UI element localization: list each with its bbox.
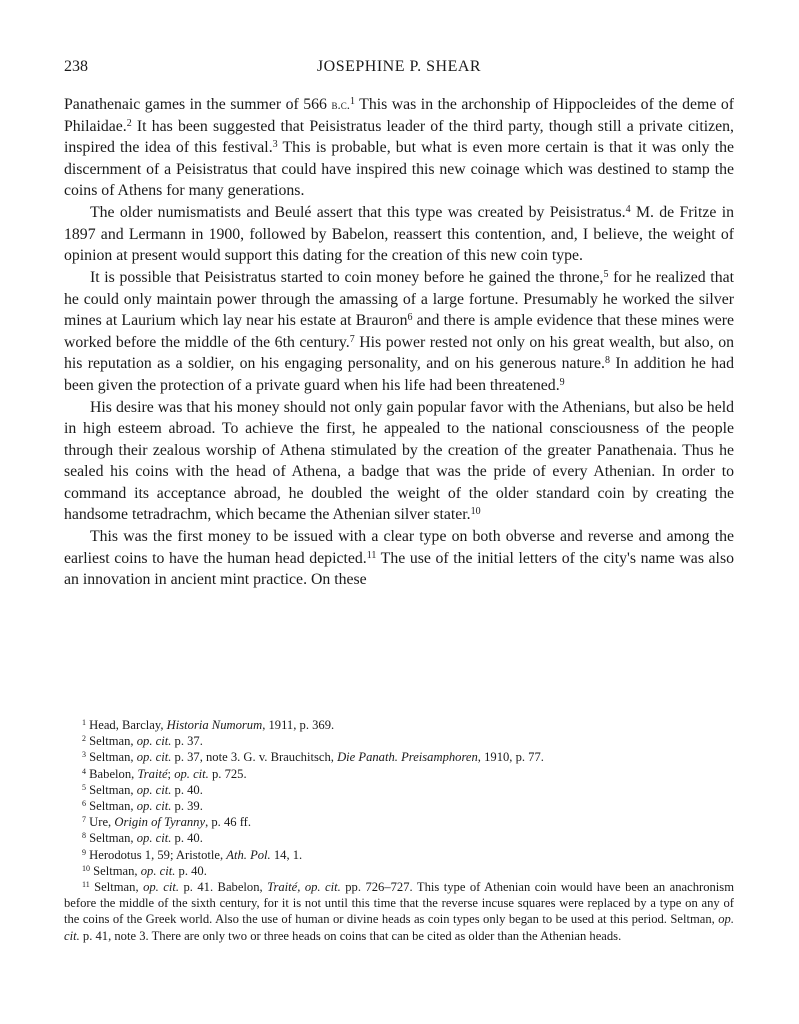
footnote — [64, 798, 734, 814]
italic-text: op. cit. — [136, 750, 172, 765]
footnote — [64, 814, 734, 830]
abbreviation: b.c. — [331, 97, 350, 112]
footnote — [64, 733, 734, 749]
text-run: Seltman, — [89, 831, 137, 846]
italic-text: Die Panath. Preisamphoren — [337, 750, 478, 765]
footnotes — [64, 717, 734, 944]
text-run: ; — [167, 766, 175, 781]
footnote-ref: 6 — [407, 312, 413, 323]
paragraph — [64, 397, 734, 526]
footnote-number: 7 — [82, 815, 86, 825]
footnote-number: 9 — [82, 847, 86, 857]
paragraph — [64, 94, 734, 202]
footnote — [64, 863, 734, 879]
footnote-ref: 8 — [605, 355, 611, 366]
text-run: In addition he had been given the protection of a private guard when his life had been threatened. — [64, 355, 734, 394]
italic-text: op. cit. — [136, 799, 172, 814]
text-run: His desire was that his money should not only gain popular favor with the Athenians, but also be held in high esteem abroad. To achieve the first, he appealed to the national consciousness of the people through their zealous worship of Athena stimulated by the creation of the greater Panathenaia. Thus he sealed his coins with the head of Athena, a badge that was the pride of every Athenian. In order to command its acceptance abroad, he doubled the weight of the older standard coin by creating the handsome tetradrachm, which became the Athenian silver stater. — [64, 398, 734, 523]
text-run: p. 725. — [208, 766, 247, 781]
footnote — [64, 830, 734, 846]
page-header — [64, 58, 734, 82]
text-run: p. 41, note 3. There are only two or three heads on coins that can be cited as older than the Athenian heads. — [79, 928, 622, 943]
footnote-ref: 2 — [126, 117, 132, 129]
text-run: M. de Fritze in 1897 and Lermann in 1900, followed by Babelon, reassert this contention, and, I believe, the weight of opinion at present would support this dating for the creation of this new coin type. — [64, 204, 734, 264]
text-run: and there is ample evidence that these mines were worked before the middle of the 6th century. — [64, 312, 734, 351]
text-run: The use of the initial letters of the city's name was also an innovation in ancient mint practice. On these — [64, 549, 734, 588]
footnote — [64, 879, 734, 944]
text-run: This is probable, but what is even more certain is that it was only the discernment of a Peisistratus that could have inspired this new coinage which was destined to stamp the coins of Athens for many generations. — [64, 139, 734, 199]
text-run: It has been suggested that Peisistratus leader of the third party, though still a private citizen, inspired the idea of this festival. — [64, 117, 734, 156]
italic-text: Ath. Pol. — [226, 847, 271, 862]
text-run: Seltman, — [89, 734, 137, 749]
text-run: p. 39. — [171, 799, 203, 814]
footnote-ref: 5 — [603, 269, 609, 280]
italic-text: op. cit. — [143, 880, 179, 895]
footnote — [64, 847, 734, 863]
text-run: Head, Barclay, — [89, 718, 167, 732]
text-run: 14, 1. — [270, 847, 303, 862]
footnote-ref: 9 — [559, 376, 565, 388]
footnote — [64, 766, 734, 782]
text-run: Seltman, — [89, 799, 137, 814]
footnote-number: 5 — [82, 782, 86, 792]
text-run: p. 41. Babelon, — [179, 880, 268, 895]
footnote-ref: 11 — [366, 549, 377, 561]
italic-text: Traité — [137, 766, 168, 781]
text-run: p. 40. — [171, 831, 203, 846]
text-run: Seltman, — [89, 750, 137, 765]
footnote-number: 11 — [82, 880, 90, 890]
body-text — [64, 94, 734, 591]
text-run: , 1910, p. 77. — [477, 750, 544, 765]
text-run: Seltman, — [93, 863, 141, 878]
paragraph — [64, 267, 734, 396]
text-run: Panathenaic games in the summer of 566 — [64, 96, 332, 113]
text-run: Seltman, — [89, 782, 137, 797]
footnote-ref: 1 — [349, 96, 355, 107]
footnote-number: 2 — [82, 734, 86, 744]
text-run: It is possible that Peisistratus started to coin money before he gained the throne, — [90, 269, 604, 286]
italic-text: op. cit. — [136, 782, 172, 797]
italic-text: op. cit. — [140, 863, 176, 878]
italic-text: Origin of Tyranny — [114, 815, 206, 830]
footnote-number: 6 — [82, 799, 86, 809]
text-run: p. 40. — [175, 863, 207, 878]
footnote-number: 8 — [82, 831, 86, 841]
text-run: for he realized that he could only maintain power through the amassing of a large fortune. Presumably he worked the silver mines at Laurium which lay near his estate at Brauron — [64, 269, 734, 329]
text-run: p. 37. — [171, 734, 203, 749]
footnote-ref: 10 — [470, 506, 481, 517]
italic-text: Historia Numorum — [166, 718, 263, 732]
italic-text: op. cit. — [136, 734, 172, 749]
footnote — [64, 717, 734, 733]
text-run: Herodotus 1, 59; Aristotle, — [89, 847, 227, 862]
page-number: 238 — [64, 58, 88, 75]
footnote-ref: 3 — [272, 139, 278, 150]
italic-text: op. cit. — [136, 831, 172, 846]
footnote-number: 4 — [82, 766, 86, 776]
footnote-ref: 7 — [349, 333, 355, 345]
text-run: Babelon, — [89, 766, 138, 781]
text-run: , 1911, p. 369. — [262, 718, 335, 732]
running-head: JOSEPHINE P. SHEAR — [316, 58, 482, 75]
text-run: Ure, — [89, 815, 115, 830]
footnote — [64, 749, 734, 765]
text-run: , p. 46 ff. — [205, 815, 252, 830]
footnote-number: 3 — [82, 750, 86, 760]
footnote — [64, 782, 734, 798]
text-run: His power rested not only on his great wealth, but also, on his reputation as a soldier, on his engaging personality, and on his generous nature. — [64, 333, 734, 372]
text-run: The older numismatists and Beulé assert that this type was created by Peisistratus. — [90, 204, 626, 221]
text-run: pp. 726–727. This type of Athenian coin would have been an anachronism before the middle of the sixth century, for it is not until this time that the reverse incuse squares were replaced by a type on any of the coins of the Greek world. Also the use of human or divine heads as coin types only began to be used at this period. Seltman, — [64, 880, 734, 927]
text-run: p. 37, note 3. G. v. Brauchitsch, — [171, 750, 338, 765]
paragraph — [64, 202, 734, 267]
paragraph — [64, 526, 734, 591]
footnote-ref: 4 — [625, 204, 631, 215]
italic-text: Traité, op. cit. — [267, 880, 341, 895]
italic-text: op. cit. — [64, 912, 734, 943]
text-run: This was the first money to be issued with a clear type on both obverse and reverse and among the earliest coins to have the human head depicted. — [64, 528, 734, 567]
text-run: Seltman, — [94, 880, 144, 895]
text-run: This was in the archonship of Hippocleides of the deme of Philaidae. — [64, 96, 734, 135]
footnote-number: 1 — [82, 718, 86, 727]
text-run: p. 40. — [171, 782, 203, 797]
footnote-number: 10 — [82, 863, 90, 873]
italic-text: op. cit. — [174, 766, 209, 781]
